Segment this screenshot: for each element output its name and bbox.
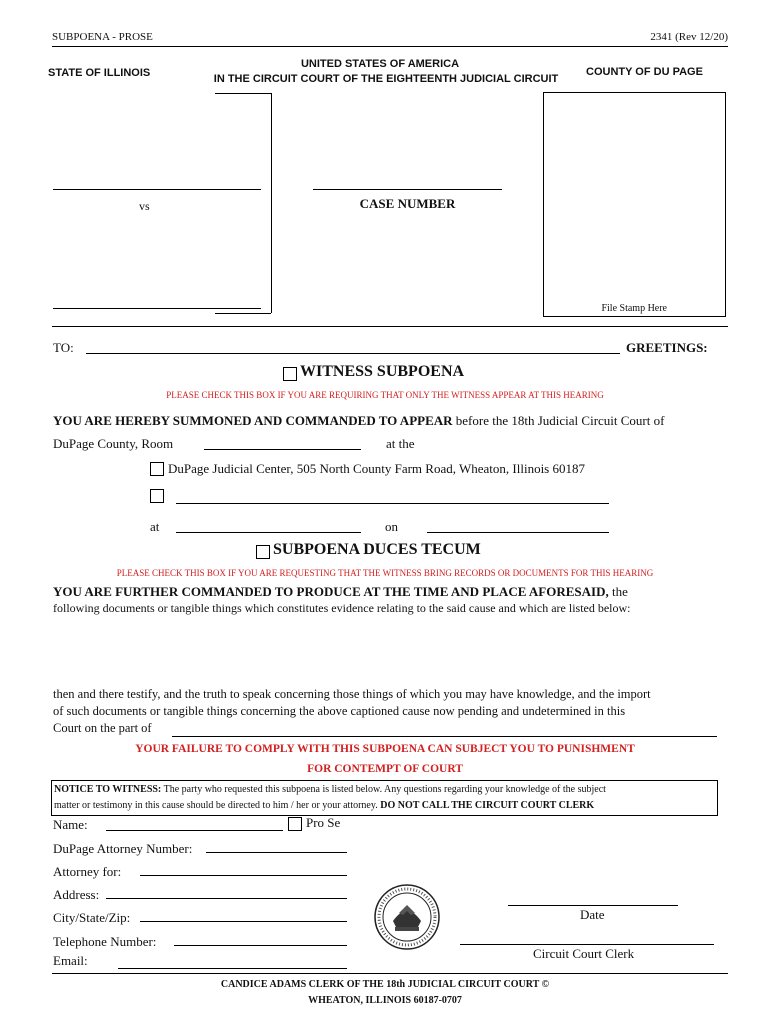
attorney-number-label: DuPage Attorney Number: xyxy=(53,841,193,856)
court-title-line2: IN THE CIRCUIT COURT OF THE EIGHTEENTH JUDICIAL CIRCUIT xyxy=(213,73,559,85)
clerk-label: Circuit Court Clerk xyxy=(533,946,635,961)
email-label: Email: xyxy=(53,953,88,968)
room-field[interactable] xyxy=(204,435,361,450)
pro-se-label: Pro Se xyxy=(306,815,341,830)
warning-line2: FOR CONTEMPT OF COURT xyxy=(307,763,463,775)
file-stamp-box xyxy=(543,92,726,317)
witness-command: YOU ARE HEREBY SUMMONED AND COMMANDED TO APPEAR before the 18th Judicial Circuit Court of xyxy=(53,413,665,428)
pro-se-checkbox[interactable] xyxy=(288,817,302,831)
testify-line2: of such documents or tangible things concerning the above captioned cause now pending and undetermined in this xyxy=(53,704,626,718)
address-field[interactable] xyxy=(106,884,347,899)
other-location-checkbox[interactable] xyxy=(150,489,164,503)
duces-tecum-checkbox[interactable] xyxy=(256,545,270,559)
warning-line1: YOUR FAILURE TO COMPLY WITH THIS SUBPOENA CAN SUBJECT YOU TO PUNISHMENT xyxy=(135,743,635,755)
address-label: Address: xyxy=(53,887,100,902)
caption-bottom-divider xyxy=(52,326,728,327)
file-stamp-label: File Stamp Here xyxy=(601,303,667,314)
footer-line1: CANDICE ADAMS CLERK OF THE 18th JUDICIAL CIRCUIT COURT © xyxy=(220,979,550,990)
form-number: 2341 (Rev 12/20) xyxy=(650,31,728,43)
greetings-label: GREETINGS: xyxy=(626,340,708,355)
attorney-for-label: Attorney for: xyxy=(53,864,122,879)
attorney-number-field[interactable] xyxy=(206,838,347,853)
name-field[interactable] xyxy=(106,816,283,831)
on-label: on xyxy=(385,519,398,534)
room-label: DuPage County, Room xyxy=(53,436,174,451)
duces-command-line2: following documents or tangible things which constitutes evidence relating to the said cause and which are listed below: xyxy=(53,601,631,615)
party-field[interactable] xyxy=(172,722,717,737)
vs-label: vs xyxy=(139,199,150,213)
header-rule xyxy=(52,46,728,47)
attorney-for-field[interactable] xyxy=(140,861,347,876)
notice-box xyxy=(51,780,718,816)
case-number-label: CASE NUMBER xyxy=(359,196,456,211)
caption-top-rule xyxy=(215,93,271,94)
testify-line1: then and there testify, and the truth to speak concerning those things of which you may have knowledge, and the import xyxy=(53,687,651,701)
to-field[interactable] xyxy=(86,339,620,354)
to-label: TO: xyxy=(53,340,74,355)
documents-list-field[interactable] xyxy=(53,620,721,686)
footer-line2: WHEATON, ILLINOIS 60187-0707 xyxy=(308,995,462,1006)
name-label: Name: xyxy=(53,817,88,832)
judicial-center-label: DuPage Judicial Center, 505 North County Farm Road, Wheaton, Illinois 60187 xyxy=(168,461,585,476)
caption-bottom-rule xyxy=(215,313,271,314)
form-name: SUBPOENA - PROSE xyxy=(52,31,153,43)
witness-subpoena-title: WITNESS SUBPOENA xyxy=(300,363,465,380)
caption-divider xyxy=(271,93,272,313)
judicial-center-checkbox[interactable] xyxy=(150,462,164,476)
footer-rule xyxy=(52,973,728,974)
at-label: at xyxy=(150,519,160,534)
duces-tecum-title: SUBPOENA DUCES TECUM xyxy=(273,541,481,558)
date-line xyxy=(508,905,678,906)
testify-line3: Court on the part of xyxy=(53,721,152,735)
time-field[interactable] xyxy=(176,518,361,533)
county-label: COUNTY OF DU PAGE xyxy=(586,66,703,78)
date-field[interactable] xyxy=(427,518,609,533)
city-field[interactable] xyxy=(140,907,347,922)
state-label: STATE OF ILLINOIS xyxy=(48,67,151,79)
court-title-line1: UNITED STATES OF AMERICA xyxy=(300,58,460,70)
witness-instruction: PLEASE CHECK THIS BOX IF YOU ARE REQUIRING THAT ONLY THE WITNESS APPEAR AT THIS HEARING xyxy=(166,390,604,400)
duces-command: YOU ARE FURTHER COMMANDED TO PRODUCE AT THE TIME AND PLACE AFORESAID, the xyxy=(53,584,628,599)
other-location-field[interactable] xyxy=(176,489,609,504)
witness-subpoena-checkbox[interactable] xyxy=(283,367,297,381)
telephone-label: Telephone Number: xyxy=(53,934,157,949)
case-number-field[interactable] xyxy=(313,175,502,190)
notice-line1: NOTICE TO WITNESS: The party who requested this subpoena is listed below. Any questions regarding your knowledge of the subject xyxy=(54,784,606,795)
date-label: Date xyxy=(580,907,605,922)
defendant-field[interactable] xyxy=(53,294,261,309)
duces-instruction: PLEASE CHECK THIS BOX IF YOU ARE REQUESTING THAT THE WITNESS BRING RECORDS OR DOCUMENTS FOR THIS HEARING xyxy=(116,568,654,578)
clerk-signature-line xyxy=(460,944,714,945)
email-field[interactable] xyxy=(118,954,347,969)
at-the-label: at the xyxy=(386,436,415,451)
telephone-field[interactable] xyxy=(174,931,347,946)
city-label: City/State/Zip: xyxy=(53,910,131,925)
notice-line2: matter or testimony in this cause should be directed to him / her or your attorney. DO NOT CALL THE CIRCUIT COURT CLERK xyxy=(54,800,595,811)
plaintiff-field[interactable] xyxy=(53,175,261,190)
court-seal-icon xyxy=(373,883,441,951)
